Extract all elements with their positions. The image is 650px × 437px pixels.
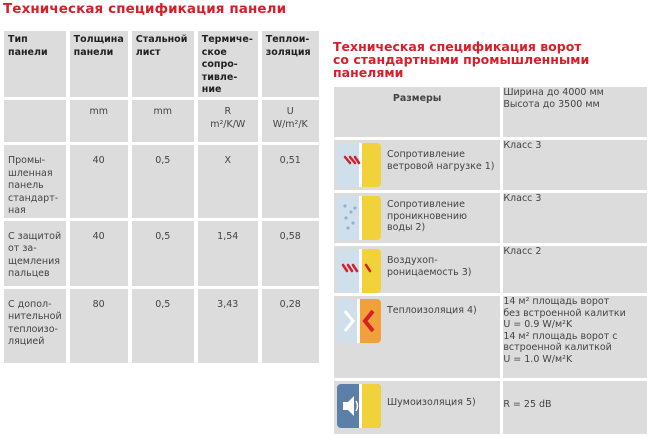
- value-cell: 0,51: [262, 145, 319, 218]
- water-penetration-icon: [337, 196, 381, 240]
- door-spec-title: Техническая спецификация ворот со стандартными промышленными панелями: [333, 39, 590, 80]
- panel-spec-header-row: [4, 31, 319, 97]
- header-panel-type: Тип панели: [4, 31, 66, 97]
- water-penetration-value: Класс 3: [503, 193, 647, 243]
- value-cell: 0,5: [132, 289, 194, 363]
- water-penetration-label: Сопротивление проникновению воды 2): [387, 199, 468, 233]
- value-cell: X: [198, 145, 258, 218]
- unit-cell: U W/m²/K: [262, 100, 319, 142]
- value-cell: 0,5: [132, 221, 194, 286]
- thermal-insulation-value: 14 м² площадь ворот без встроенной калитки U = 0.9 W/м²K 14 м² площадь ворот с встроенной калиткой U = 1.0 W/м²K: [503, 296, 647, 378]
- air-permeability-label: Воздухоп- роницаемость 3): [387, 255, 472, 278]
- table-row: [334, 140, 647, 190]
- air-permeability-icon: [337, 249, 381, 293]
- table-row: [4, 289, 319, 363]
- value-cell: 1,54: [198, 221, 258, 286]
- value-cell: 0,5: [132, 145, 194, 218]
- panel-type-cell: С защитой от за- щемления пальцев: [4, 221, 66, 286]
- sound-insulation-value: R = 25 dB: [503, 381, 647, 434]
- sound-insulation-label: Шумоизоляция 5): [387, 397, 476, 408]
- panel-spec-title: Техническая спецификация панели: [3, 1, 287, 17]
- wind-load-label: Сопротивление ветровой нагрузке 1): [387, 149, 495, 172]
- wind-load-value: Класс 3: [503, 140, 647, 190]
- header-thickness: Толщина панели: [70, 31, 128, 97]
- panel-type-cell: С допол- нительной теплоизо- ляцией: [4, 289, 66, 363]
- table-row: [4, 145, 319, 218]
- header-thermal-resistance: Термиче- ское сопро- тивле- ние: [198, 31, 258, 97]
- panel-spec-units-row: [4, 100, 319, 142]
- air-permeability-value: Класс 2: [503, 246, 647, 293]
- header-thermal-insulation: Теплои- золяция: [262, 31, 319, 97]
- sound-insulation-icon: [337, 384, 381, 428]
- table-row: [334, 87, 647, 137]
- sizes-value: Ширина до 4000 мм Высота до 3500 мм: [503, 87, 647, 137]
- sizes-label: Размеры: [334, 87, 500, 137]
- value-cell: 3,43: [198, 289, 258, 363]
- table-row: [334, 296, 647, 378]
- table-row: [4, 221, 319, 286]
- unit-cell: R m²/K/W: [198, 100, 258, 142]
- value-cell: 0,28: [262, 289, 319, 363]
- wind-load-icon: [337, 143, 381, 187]
- value-cell: 80: [70, 289, 128, 363]
- thermal-insulation-label: Теплоизоляция 4): [387, 305, 477, 316]
- value-cell: 40: [70, 145, 128, 218]
- door-spec-table: [331, 84, 650, 437]
- unit-cell: mm: [132, 100, 194, 142]
- value-cell: 0,58: [262, 221, 319, 286]
- table-row: [334, 246, 647, 293]
- panel-spec-table: [0, 28, 323, 366]
- unit-cell: [4, 100, 66, 142]
- panel-type-cell: Промы- шленная панель стандарт- ная: [4, 145, 66, 218]
- unit-cell: mm: [70, 100, 128, 142]
- header-steel-sheet: Стальной лист: [132, 31, 194, 97]
- thermal-insulation-icon: [337, 299, 381, 343]
- table-row: [334, 381, 647, 434]
- table-row: [334, 193, 647, 243]
- value-cell: 40: [70, 221, 128, 286]
